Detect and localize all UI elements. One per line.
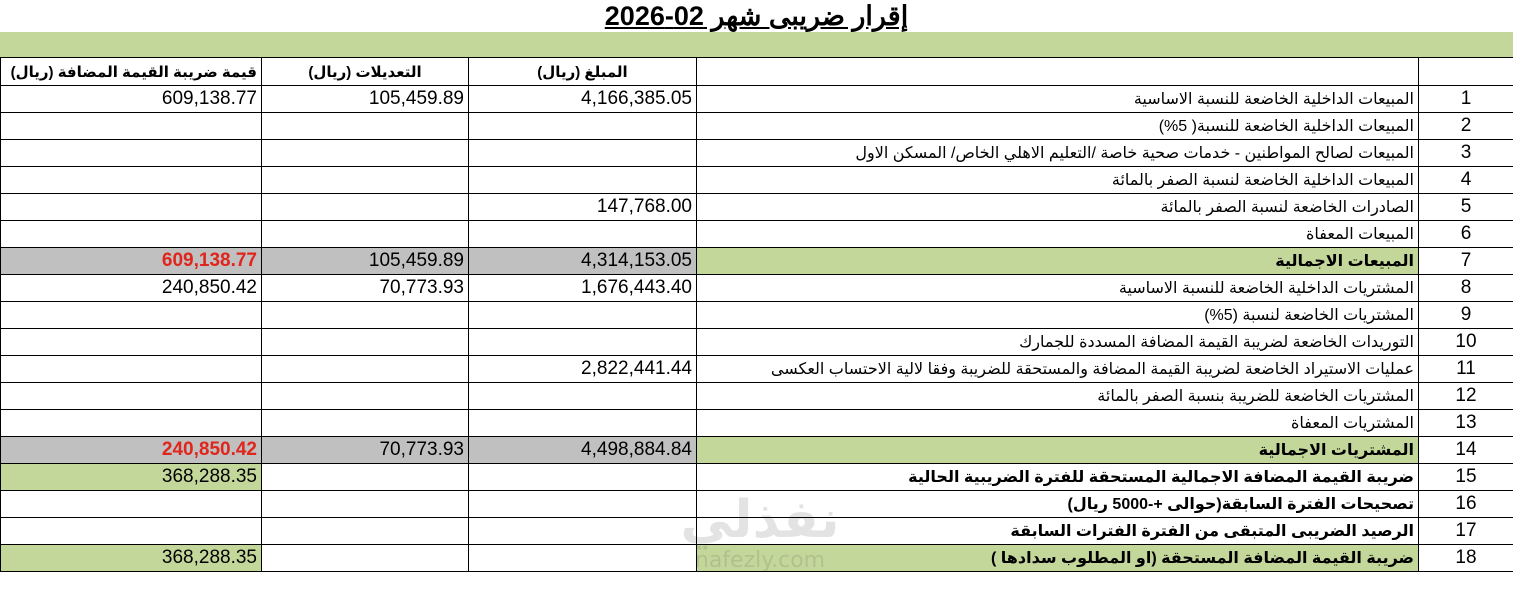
index-cell[interactable]: 13 xyxy=(1419,410,1513,437)
adjustments-cell[interactable] xyxy=(262,356,469,383)
index-cell[interactable]: 1 xyxy=(1419,86,1513,113)
table-row xyxy=(1,167,1513,194)
amount-cell[interactable] xyxy=(469,410,697,437)
description-cell[interactable]: المشتريات الداخلية الخاضعة للنسبة الاساسية xyxy=(697,275,1419,302)
vat-cell[interactable] xyxy=(1,194,262,221)
description-cell[interactable]: ضريبة القيمة المضافة المستحقة (او المطلوب سدادها ) xyxy=(697,545,1419,572)
page-title: إقرار ضريبى شهر 02-2026 xyxy=(604,1,909,31)
header-amount: المبلغ (ريال) xyxy=(469,58,697,86)
amount-cell[interactable]: 4,314,153.05 xyxy=(469,248,697,275)
description-cell[interactable]: المشتريات المعفاة xyxy=(697,410,1419,437)
index-cell[interactable]: 3 xyxy=(1419,140,1513,167)
adjustments-cell[interactable] xyxy=(262,221,469,248)
description-cell[interactable]: المشتريات الاجمالية xyxy=(697,437,1419,464)
description-cell[interactable]: عمليات الاستيراد الخاضعة لضريبة القيمة المضافة والمستحقة للضريبة وفقا لالية الاحتساب العكسى xyxy=(697,356,1419,383)
description-cell[interactable]: المبيعات الداخلية الخاضعة للنسبة( 5%) xyxy=(697,113,1419,140)
description-cell[interactable]: تصحيحات الفترة السابقة(حوالى +-5000 ريال) xyxy=(697,491,1419,518)
amount-cell[interactable]: 147,768.00 xyxy=(469,194,697,221)
index-cell[interactable]: 6 xyxy=(1419,221,1513,248)
table-row xyxy=(1,113,1513,140)
purchases-total-row xyxy=(1,437,1513,464)
header-index xyxy=(1419,58,1513,86)
adjustments-cell[interactable] xyxy=(262,464,469,491)
description-cell[interactable]: المبيعات المعفاة xyxy=(697,221,1419,248)
vat-cell[interactable] xyxy=(1,140,262,167)
adjustments-cell[interactable] xyxy=(262,113,469,140)
adjustments-cell[interactable] xyxy=(262,410,469,437)
description-cell[interactable]: المشتريات الخاضعة لنسبة (5%) xyxy=(697,302,1419,329)
index-cell[interactable]: 9 xyxy=(1419,302,1513,329)
table-row xyxy=(1,302,1513,329)
description-cell[interactable]: الصادرات الخاضعة لنسبة الصفر بالمائة xyxy=(697,194,1419,221)
amount-cell[interactable] xyxy=(469,113,697,140)
adjustments-cell[interactable]: 105,459.89 xyxy=(262,248,469,275)
table-row xyxy=(1,86,1513,113)
description-cell[interactable]: التوريدات الخاضعة لضريبة القيمة المضافة المسددة للجمارك xyxy=(697,329,1419,356)
green-band xyxy=(0,32,1513,58)
watermark-brand: نفذلي xyxy=(680,490,840,550)
amount-cell[interactable] xyxy=(469,518,697,545)
vat-cell[interactable]: 368,288.35 xyxy=(1,545,262,572)
vat-cell[interactable] xyxy=(1,113,262,140)
vat-cell[interactable] xyxy=(1,356,262,383)
amount-cell[interactable]: 1,676,443.40 xyxy=(469,275,697,302)
amount-cell[interactable] xyxy=(469,221,697,248)
header-vat: قيمة ضريبة القيمة المضافة (ريال) xyxy=(1,58,262,86)
amount-cell[interactable] xyxy=(469,140,697,167)
vat-cell[interactable] xyxy=(1,302,262,329)
amount-cell[interactable] xyxy=(469,329,697,356)
index-cell[interactable]: 18 xyxy=(1419,545,1513,572)
index-cell[interactable]: 5 xyxy=(1419,194,1513,221)
amount-cell[interactable]: 4,498,884.84 xyxy=(469,437,697,464)
index-cell[interactable]: 10 xyxy=(1419,329,1513,356)
vat-cell[interactable] xyxy=(1,518,262,545)
table-row xyxy=(1,545,1513,572)
index-cell[interactable]: 17 xyxy=(1419,518,1513,545)
adjustments-cell[interactable] xyxy=(262,383,469,410)
table-row xyxy=(1,491,1513,518)
table-row xyxy=(1,518,1513,545)
vat-total-cell[interactable]: 609,138.77 xyxy=(1,248,262,275)
title-row xyxy=(0,0,1513,33)
index-cell[interactable]: 4 xyxy=(1419,167,1513,194)
tax-return-table xyxy=(0,57,1513,572)
vat-total-cell[interactable]: 240,850.42 xyxy=(1,437,262,464)
adjustments-cell[interactable] xyxy=(262,140,469,167)
amount-cell[interactable] xyxy=(469,167,697,194)
description-cell[interactable]: المشتريات الخاضعة للضريبة بنسبة الصفر بالمائة xyxy=(697,383,1419,410)
adjustments-cell[interactable] xyxy=(262,545,469,572)
description-cell[interactable]: ضريبة القيمة المضافة الاجمالية المستحقة للفترة الضريبية الحالية xyxy=(697,464,1419,491)
adjustments-cell[interactable] xyxy=(262,167,469,194)
description-cell[interactable]: المبيعات الداخلية الخاضعة لنسبة الصفر بالمائة xyxy=(697,167,1419,194)
header-row xyxy=(1,58,1513,86)
index-cell[interactable]: 15 xyxy=(1419,464,1513,491)
vat-cell[interactable] xyxy=(1,329,262,356)
sales-total-row xyxy=(1,248,1513,275)
adjustments-cell[interactable] xyxy=(262,518,469,545)
table-row xyxy=(1,275,1513,302)
index-cell[interactable]: 16 xyxy=(1419,491,1513,518)
adjustments-cell[interactable] xyxy=(262,194,469,221)
index-cell[interactable]: 8 xyxy=(1419,275,1513,302)
table-row xyxy=(1,140,1513,167)
amount-cell[interactable] xyxy=(469,464,697,491)
amount-cell[interactable] xyxy=(469,302,697,329)
description-cell[interactable]: المبيعات لصالح المواطنين - خدمات صحية خاصة /التعليم الاهلي الخاص/ المسكن الاول xyxy=(697,140,1419,167)
description-cell[interactable]: المبيعات الداخلية الخاضعة للنسبة الاساسية xyxy=(697,86,1419,113)
adjustments-cell[interactable]: 70,773.93 xyxy=(262,437,469,464)
vat-cell[interactable]: 368,288.35 xyxy=(1,464,262,491)
adjustments-cell[interactable]: 70,773.93 xyxy=(262,275,469,302)
header-adjustments: التعديلات (ريال) xyxy=(262,58,469,86)
adjustments-cell[interactable] xyxy=(262,491,469,518)
index-cell[interactable]: 14 xyxy=(1419,437,1513,464)
vat-cell[interactable] xyxy=(1,383,262,410)
adjustments-cell[interactable] xyxy=(262,329,469,356)
vat-cell[interactable] xyxy=(1,410,262,437)
table-row xyxy=(1,194,1513,221)
table-row xyxy=(1,356,1513,383)
vat-cell[interactable]: 609,138.77 xyxy=(1,86,262,113)
table-row xyxy=(1,221,1513,248)
vat-cell[interactable] xyxy=(1,167,262,194)
adjustments-cell[interactable] xyxy=(262,302,469,329)
index-cell[interactable]: 12 xyxy=(1419,383,1513,410)
description-cell[interactable]: المبيعات الاجمالية xyxy=(697,248,1419,275)
header-description xyxy=(697,58,1419,86)
vat-cell[interactable]: 240,850.42 xyxy=(1,275,262,302)
table-row xyxy=(1,329,1513,356)
table-row xyxy=(1,410,1513,437)
amount-cell[interactable]: 2,822,441.44 xyxy=(469,356,697,383)
index-cell[interactable]: 7 xyxy=(1419,248,1513,275)
vat-cell[interactable] xyxy=(1,491,262,518)
index-cell[interactable]: 2 xyxy=(1419,113,1513,140)
index-cell[interactable]: 11 xyxy=(1419,356,1513,383)
vat-cell[interactable] xyxy=(1,221,262,248)
amount-cell[interactable]: 4,166,385.05 xyxy=(469,86,697,113)
table-row xyxy=(1,383,1513,410)
description-cell[interactable]: الرصيد الضريبى المتبقى من الفترة الفترات السابقة xyxy=(697,518,1419,545)
table-row xyxy=(1,464,1513,491)
amount-cell[interactable] xyxy=(469,491,697,518)
amount-cell[interactable] xyxy=(469,545,697,572)
amount-cell[interactable] xyxy=(469,383,697,410)
adjustments-cell[interactable]: 105,459.89 xyxy=(262,86,469,113)
